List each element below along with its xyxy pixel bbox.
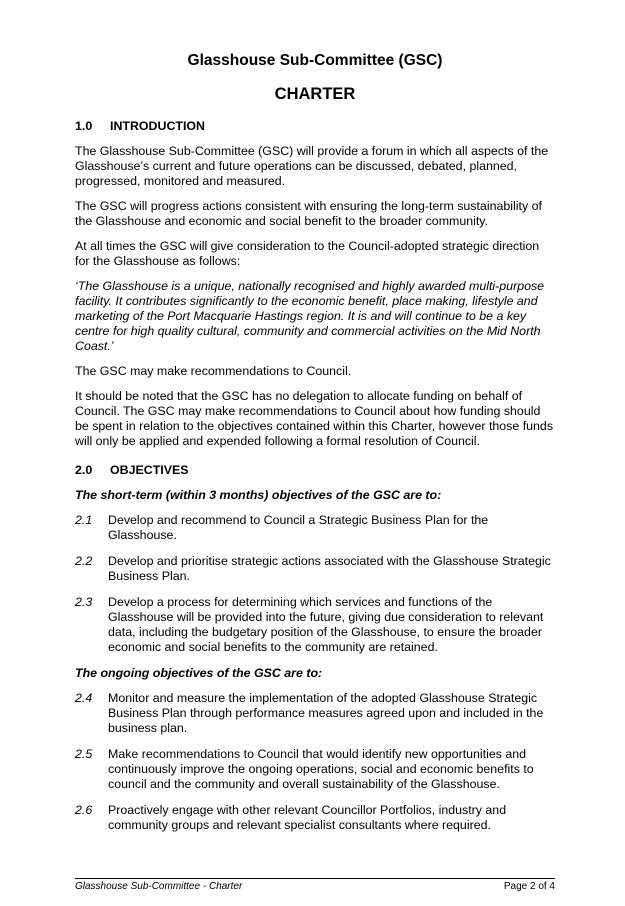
section-title: OBJECTIVES (110, 463, 189, 477)
objective-item (75, 747, 555, 792)
paragraph: It should be noted that the GSC has no delegation to allocate funding on behalf of Council. The GSC may make recommendations to Council about how funding should be spent in relation to the objectives contained within this Charter, however those funds will only be applied and expended following a formal resolution of Council. (75, 389, 554, 448)
objective-number: 2.1 (75, 513, 93, 527)
ongoing-objectives-heading: The ongoing objectives of the GSC are to: (75, 666, 323, 680)
objective-text: Develop and recommend to Council a Strategic Business Plan for the Glasshouse. (108, 513, 489, 542)
objective-item (75, 691, 555, 736)
page-footer (75, 878, 555, 893)
objective-number: 2.2 (75, 554, 93, 568)
paragraph: The GSC may make recommendations to Council. (75, 364, 352, 378)
footer-document-name: Glasshouse Sub-Committee - Charter (75, 881, 243, 892)
objective-text: Proactively engage with other relevant Councillor Portfolios, industry and community groups and relevant specialist consultants where required. (108, 803, 507, 832)
objective-text: Monitor and measure the implementation of the adopted Glasshouse Strategic Business Plan through performance measures agreed upon and included in the business plan. (108, 691, 544, 735)
objective-number: 2.4 (75, 691, 93, 705)
paragraph: At all times the GSC will give consideration to the Council-adopted strategic direction for the Glasshouse as follows: (75, 239, 540, 268)
document-subtitle: CHARTER (274, 85, 356, 103)
footer-page-number: Page 2 of 4 (503, 881, 555, 892)
objective-number: 2.5 (75, 747, 93, 761)
section-heading-objectives (75, 463, 555, 478)
objective-text: Make recommendations to Council that would identify new opportunities and continuously improve the ongoing operations, social and economic benefits to council and the community and overall sustainability of the Glasshouse. (108, 747, 534, 791)
objective-number: 2.6 (75, 803, 93, 817)
objective-item (75, 595, 555, 655)
section-number: 1.0 (75, 119, 93, 133)
paragraph: The GSC will progress actions consistent with ensuring the long-term sustainability of the Glasshouse and economic and social benefit to the broader community. (75, 199, 542, 228)
objective-item (75, 803, 555, 833)
strategic-direction-quote: ‘The Glasshouse is a unique, nationally recognised and highly awarded multi-purpose facility. It contributes significantly to the economic benefit, place making, lifestyle and marketing of the Port Macquarie Hastings region. It is and will continue to be a key centre for high quality cultural, community and commercial activities on the Mid North Coast.’ (75, 279, 545, 353)
objective-item (75, 513, 555, 543)
paragraph: The Glasshouse Sub-Committee (GSC) will provide a forum in which all aspects of the Glasshouse’s current and future operations can be discussed, debated, planned, progressed, monitored and measured. (75, 144, 549, 188)
short-term-objectives-heading: The short-term (within 3 months) objectives of the GSC are to: (75, 488, 442, 502)
section-number: 2.0 (75, 463, 93, 477)
objective-text: Develop a process for determining which services and functions of the Glasshouse will be provided into the future, giving due consideration to relevant data, including the budgetary position of the Glasshouse, to ensure the broader economic and social benefits to the community are retained. (108, 595, 544, 654)
objective-text: Develop and prioritise strategic actions associated with the Glasshouse Strategic Business Plan. (108, 554, 551, 583)
document-title: Glasshouse Sub-Committee (GSC) (187, 52, 443, 69)
objective-item (75, 554, 555, 584)
page-content (75, 52, 555, 844)
section-heading-introduction (75, 119, 555, 134)
objective-number: 2.3 (75, 595, 93, 609)
section-title: INTRODUCTION (110, 119, 205, 133)
